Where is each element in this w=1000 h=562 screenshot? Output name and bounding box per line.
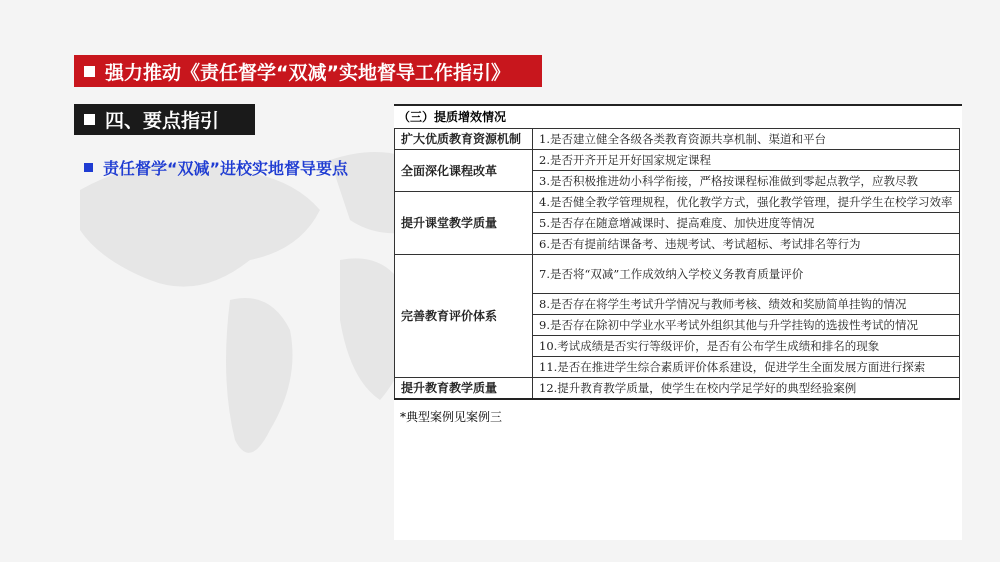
square-bullet-icon — [84, 66, 95, 77]
sub-bullet — [84, 156, 348, 179]
item-cell: 12.提升教育教学质量，使学生在校内学足学好的典型经验案例 — [533, 378, 960, 400]
category-cell: 完善教育评价体系 — [395, 255, 533, 378]
item-cell: 8.是否存在将学生考试升学情况与教师考核、绩效和奖励简单挂钩的情况 — [533, 294, 960, 315]
title-text: 强力推动《责任督学“双减”实地督导工作指引》 — [105, 61, 510, 84]
category-cell: 提升教育教学质量 — [395, 378, 533, 400]
category-cell: 扩大优质教育资源机制 — [395, 129, 533, 150]
table-row — [395, 378, 960, 400]
table-title: （三）提质增效情况 — [394, 104, 962, 128]
sub-bullet-text: 责任督学“双减”进校实地督导要点 — [103, 159, 349, 178]
table-footnote: *典型案例见案例三 — [400, 410, 503, 424]
requirements-table-panel — [394, 104, 962, 540]
item-cell: 5.是否存在随意增减课时、提高难度、加快进度等情况 — [533, 213, 960, 234]
section-banner — [74, 104, 255, 135]
item-cell: 3.是否积极推进幼小科学衔接，严格按课程标准做到零起点教学，应教尽教 — [533, 171, 960, 192]
category-cell: 全面深化课程改革 — [395, 150, 533, 192]
item-cell: 11.是否在推进学生综合素质评价体系建设，促进学生全面发展方面进行探索 — [533, 357, 960, 378]
table-row — [395, 150, 960, 171]
table-row — [395, 129, 960, 150]
item-cell: 6.是否有提前结课备考、违规考试、考试超标、考试排名等行为 — [533, 234, 960, 255]
title-banner — [74, 55, 542, 87]
item-cell: 1.是否建立健全各级各类教育资源共享机制、渠道和平台 — [533, 129, 960, 150]
item-cell: 9.是否存在除初中学业水平考试外组织其他与升学挂钩的选拔性考试的情况 — [533, 315, 960, 336]
requirements-table — [394, 128, 960, 400]
item-cell: 2.是否开齐开足开好国家规定课程 — [533, 150, 960, 171]
item-cell: 4.是否健全教学管理规程，优化教学方式，强化教学管理，提升学生在校学习效率 — [533, 192, 960, 213]
square-bullet-icon — [84, 163, 93, 172]
item-cell: 10.考试成绩是否实行等级评价，是否有公布学生成绩和排名的现象 — [533, 336, 960, 357]
item-cell: 7.是否将“双减”工作成效纳入学校义务教育质量评价 — [533, 255, 960, 294]
square-bullet-icon — [84, 114, 95, 125]
table-row — [395, 192, 960, 213]
category-cell: 提升课堂教学质量 — [395, 192, 533, 255]
section-text: 四、要点指引 — [105, 110, 220, 132]
table-row — [395, 255, 960, 294]
